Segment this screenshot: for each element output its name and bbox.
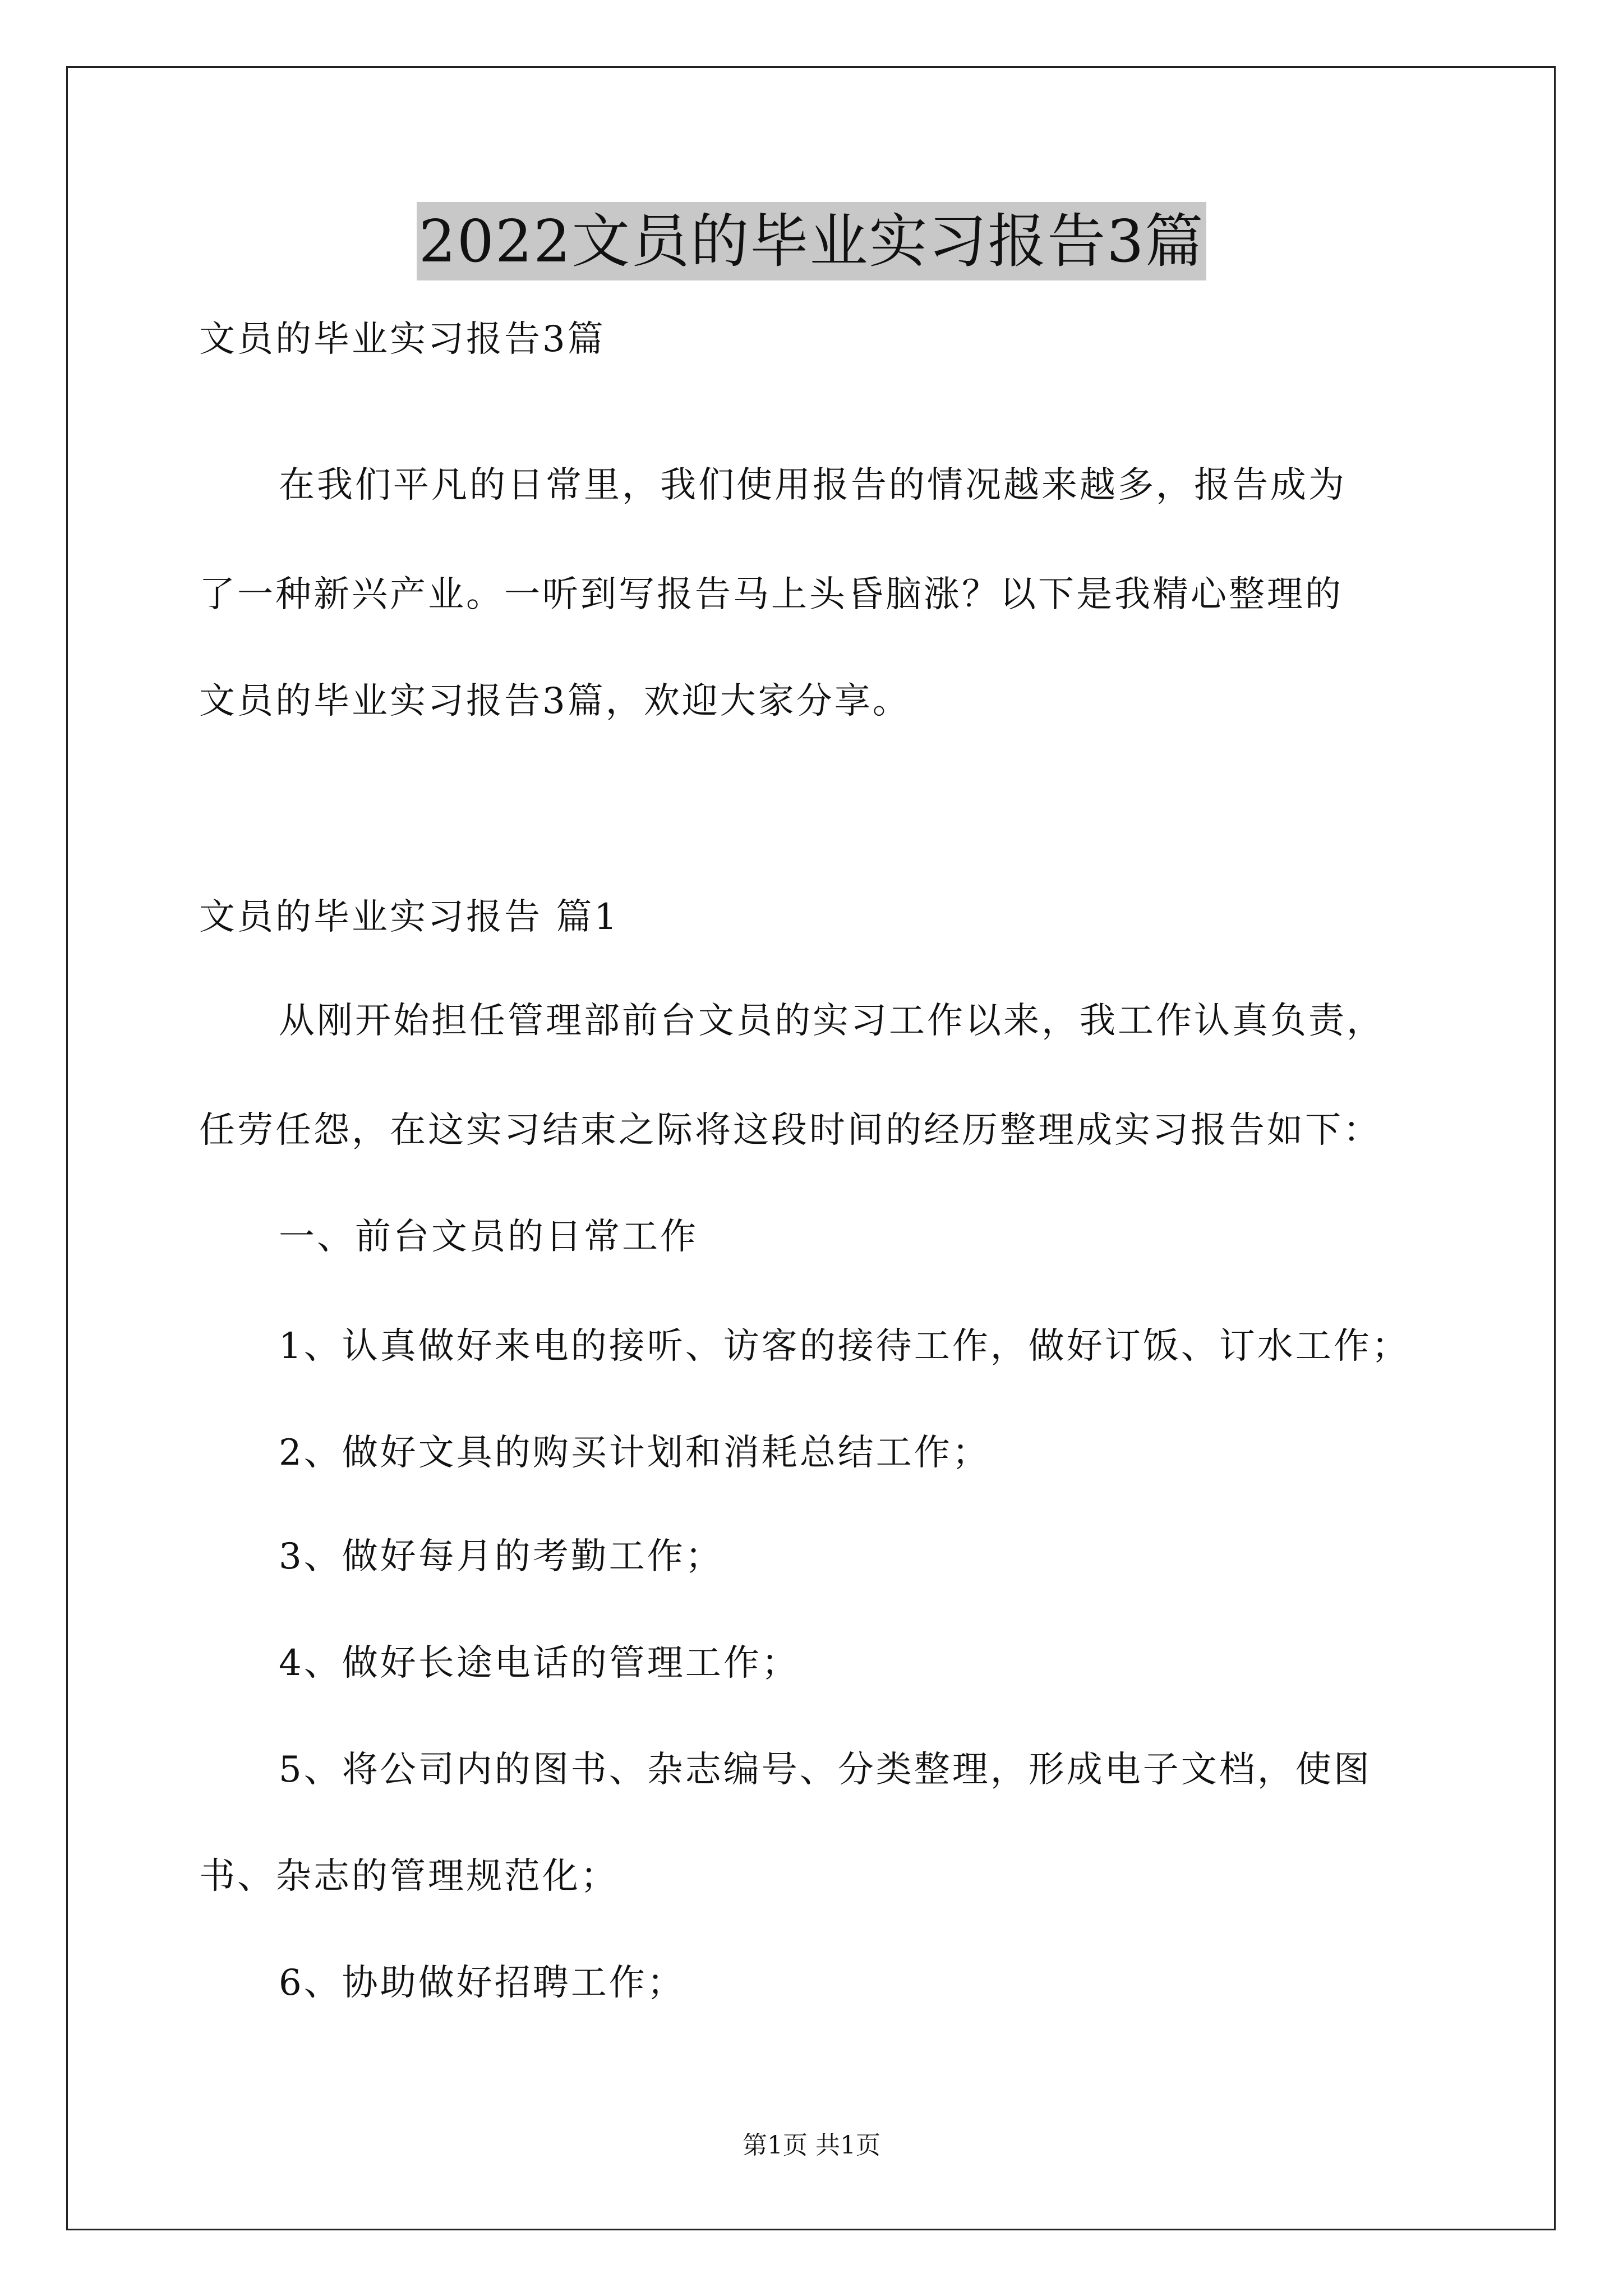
subheading-daily-work: 一、前台文员的日常工作 <box>279 1216 698 1258</box>
section-heading-part-1: 文员的毕业实习报告 篇1 <box>199 896 620 938</box>
list-item-2: 2、做好文具的购买计划和消耗总结工作； <box>279 1432 990 1474</box>
document-title <box>0 202 1623 280</box>
list-item-1: 1、认真做好来电的接听、访客的接待工作，做好订饭、订水工作； <box>279 1326 1410 1367</box>
subtitle-line: 文员的毕业实习报告3篇 <box>199 319 606 360</box>
list-item-6: 6、协助做好招聘工作； <box>279 1962 685 2004</box>
intro-paragraph-line-2: 了一种新兴产业。一听到写报告马上头昏脑涨？以下是我精心整理的 <box>199 574 1343 615</box>
body-paragraph-line-2: 任劳任怨，在这实习结束之际将这段时间的经历整理成实习报告如下： <box>199 1110 1381 1151</box>
list-item-5-line-2: 书、杂志的管理规范化； <box>199 1856 619 1897</box>
list-item-3: 3、做好每月的考勤工作； <box>279 1536 723 1577</box>
intro-paragraph-line-3: 文员的毕业实习报告3篇，欢迎大家分享。 <box>199 680 911 722</box>
list-item-5-line-1: 5、将公司内的图书、杂志编号、分类整理，形成电子文档，使图 <box>279 1749 1372 1791</box>
page-footer: 第1页 共1页 <box>743 2131 880 2160</box>
intro-paragraph-line-1: 在我们平凡的日常里，我们使用报告的情况越来越多，报告成为 <box>279 464 1347 506</box>
body-paragraph-line-1: 从刚开始担任管理部前台文员的实习工作以来，我工作认真负责， <box>279 1000 1385 1042</box>
list-item-4: 4、做好长途电话的管理工作； <box>279 1642 800 1684</box>
document-title-text: 2022文员的毕业实习报告3篇 <box>417 202 1207 280</box>
